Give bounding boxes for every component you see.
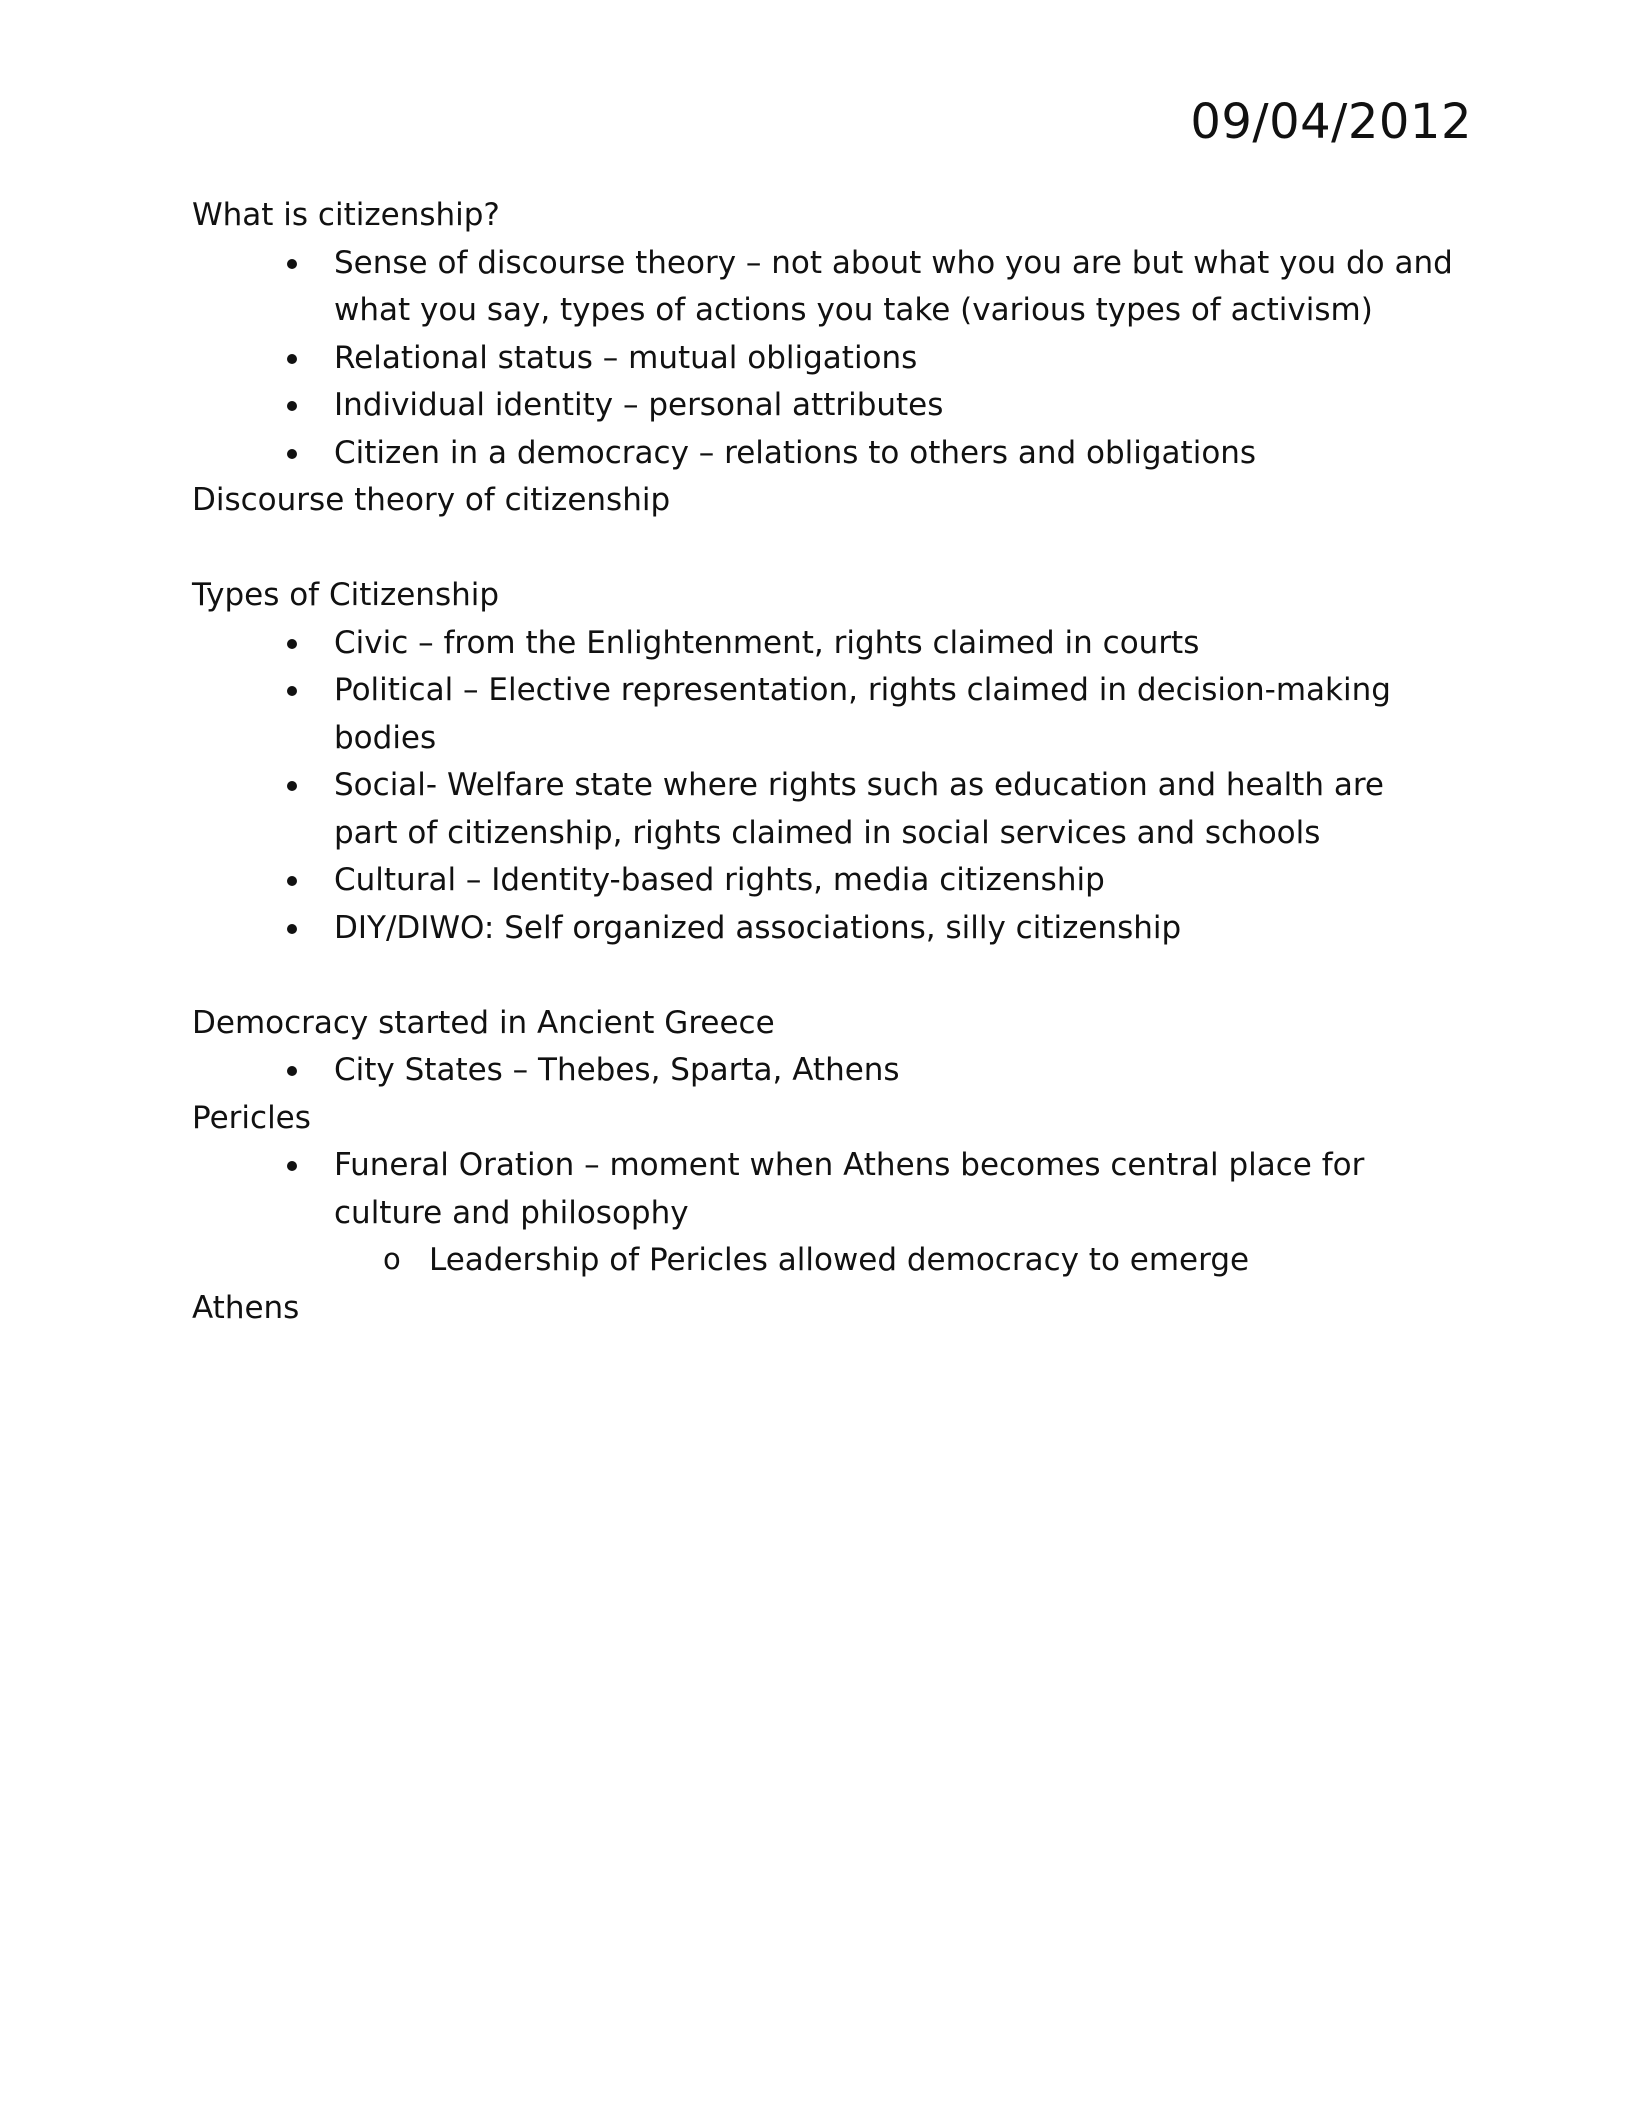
bullet-icon xyxy=(284,1142,314,1190)
bullet-icon xyxy=(284,335,314,383)
section-heading-athens: Athens xyxy=(192,1289,300,1326)
list-item xyxy=(334,1047,1452,1095)
list-item xyxy=(334,430,1452,478)
list-item xyxy=(334,857,1452,905)
section-heading-citizenship: What is citizenship? xyxy=(192,197,500,233)
bullet-icon xyxy=(284,905,314,953)
list-item xyxy=(334,762,1444,857)
sub-bullet-icon: o xyxy=(383,1242,401,1276)
bullet-icon xyxy=(284,857,314,905)
list-item-text: Cultural – Identity-based rights, media citizenship xyxy=(334,862,1105,898)
list-item xyxy=(334,382,1452,430)
date-header: 09/04/2012 xyxy=(1190,94,1472,150)
list-item-text: Relational status – mutual obligations xyxy=(334,339,918,376)
notes-body xyxy=(192,192,1452,1332)
list-item xyxy=(334,620,1452,668)
list-item xyxy=(334,1142,1434,1285)
list-item-text: Sense of discourse theory – not about who you are but what you do and what you say, types of actions you take (various types of activism) xyxy=(334,244,1453,328)
sub-list-item-text: Leadership of Pericles allowed democracy to emerge xyxy=(429,1242,1250,1278)
list-item xyxy=(334,905,1452,953)
list-item xyxy=(334,240,1454,335)
types-list xyxy=(192,620,1452,953)
sub-list-item xyxy=(383,1237,1434,1285)
bullet-icon xyxy=(284,620,314,668)
blank-line xyxy=(192,525,1452,573)
blank-line xyxy=(192,952,1452,1000)
list-item-text: City States – Thebes, Sparta, Athens xyxy=(334,1052,900,1088)
bullet-icon xyxy=(284,762,314,810)
list-item-text: Funeral Oration – moment when Athens becomes central place for culture and philosophy xyxy=(334,1147,1365,1231)
pericles-sub-list xyxy=(334,1237,1434,1285)
pericles-list xyxy=(192,1142,1452,1285)
list-item-text: Citizen in a democracy – relations to others and obligations xyxy=(334,434,1257,471)
section-heading-pericles: Pericles xyxy=(192,1099,311,1136)
list-item-text: Political – Elective representation, rights claimed in decision-making bodies xyxy=(334,672,1391,756)
list-item-text: DIY/DIWO: Self organized associations, silly citizenship xyxy=(334,909,1182,946)
section-heading-democracy: Democracy started in Ancient Greece xyxy=(192,1004,775,1041)
list-item-text: Civic – from the Enlightenment, rights claimed in courts xyxy=(334,624,1200,661)
section-heading-discourse-theory: Discourse theory of citizenship xyxy=(192,482,671,518)
bullet-icon xyxy=(284,430,314,478)
section-heading-types: Types of Citizenship xyxy=(192,577,500,613)
bullet-icon xyxy=(284,667,314,715)
bullet-icon xyxy=(284,382,314,430)
democracy-list xyxy=(192,1047,1452,1095)
list-item xyxy=(334,335,1452,383)
bullet-icon xyxy=(284,240,314,288)
list-item-text: Social- Welfare state where rights such as education and health are part of citizenship, rights claimed in social services and schools xyxy=(334,767,1384,851)
list-item-text: Individual identity – personal attributes xyxy=(334,387,944,423)
bullet-icon xyxy=(284,1047,314,1095)
list-item xyxy=(334,667,1454,762)
citizenship-list xyxy=(192,240,1452,478)
